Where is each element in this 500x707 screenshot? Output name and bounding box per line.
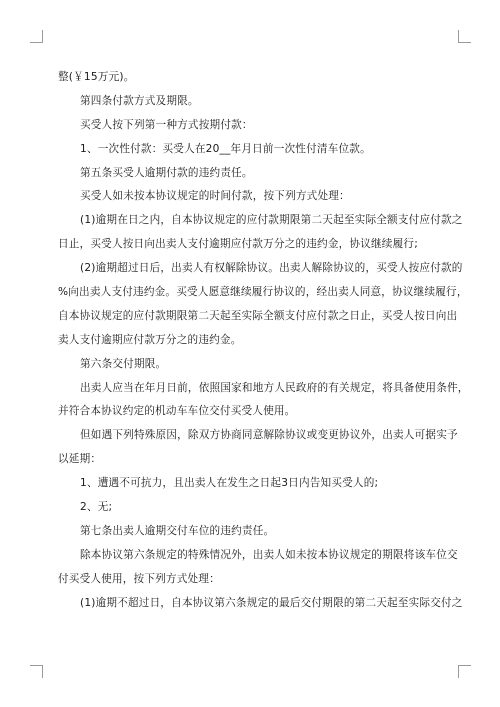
list-item: 2、无; [80, 501, 113, 514]
crop-mark-bottom-right [458, 665, 471, 678]
text-line: 出卖人应当在年月日前，依照国家和地方人民政府的有关规定，将具备使用条件， [80, 381, 469, 394]
text-line: 并符合本协议约定的机动车车位交付买受人使用。 [58, 405, 296, 418]
text-line: 但如遇下列特殊原因，除双方协商同意解除协议或变更协议外，出卖人可据实予 [80, 429, 458, 442]
text-line: 整(￥15万元)。 [58, 71, 135, 83]
list-item: 1、一次性付款：买受人在20__年月日前一次性付清车位款。 [80, 142, 371, 155]
section-heading: 第七条出卖人逾期交付车位的违约责任。 [80, 524, 275, 537]
list-item: 1、遭遇不可抗力，且出卖人在发生之日起3日内告知买受人的; [80, 477, 379, 490]
section-heading: 第六条交付期限。 [80, 357, 167, 370]
crop-mark-top-left [30, 30, 43, 43]
section-heading: 第四条付款方式及期限。 [80, 94, 199, 107]
list-item: (2)逾期超过日后，出卖人有权解除协议。出卖人解除协议的，买受人按应付款的 [80, 262, 463, 275]
list-item: (1)逾期不超过日，自本协议第六条规定的最后交付期限的第二天起至实际交付之 [80, 596, 463, 609]
crop-mark-bottom-left [30, 665, 43, 678]
text-line: 付买受人使用，按下列方式处理： [58, 572, 220, 585]
text-line: 买受人按下列第一种方式按期付款： [80, 118, 253, 131]
section-heading: 第五条买受人逾期付款的违约责任。 [80, 166, 253, 179]
list-item: (1)逾期在日之内，自本协议规定的应付款期限第二天起至实际全额支付应付款之 [80, 214, 463, 227]
text-line: 卖人支付逾期应付款万分之的违约金。 [58, 333, 242, 346]
crop-mark-top-right [458, 30, 471, 43]
document-body [58, 66, 469, 615]
text-line: 以延期： [58, 453, 102, 466]
text-line: %向出卖人支付违约金。买受人愿意继续履行协议的，经出卖人同意，协议继续履行， [58, 286, 468, 299]
text-line: 买受人如未按本协议规定的时间付款，按下列方式处理： [80, 190, 350, 203]
text-line: 除本协议第六条规定的特殊情况外，出卖人如未按本协议规定的期限将该车位交 [80, 548, 458, 561]
text-line: 日止，买受人按日向出卖人支付逾期应付款万分之的违约金，协议继续履行; [58, 238, 418, 251]
text-line: 自本协议规定的应付款期限第二天起至实际全额支付应付款之日止，买受人按日向出 [58, 309, 458, 322]
